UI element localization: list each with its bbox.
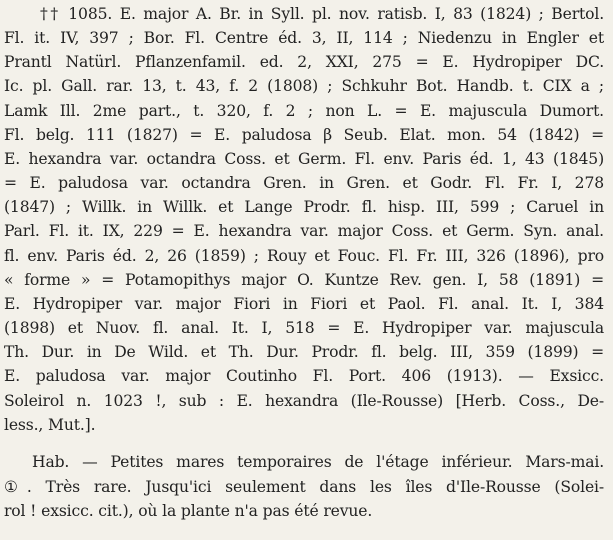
entry-line: (1898) et Nuov. fl. anal. It. I, 518 = E. Hydropiper var. majuscula bbox=[4, 319, 604, 338]
entry-line: Fl. it. IV, 397 ; Bor. Fl. Centre éd. 3, II, 114 ; Niedenzu in Engler et bbox=[4, 29, 604, 48]
entry-line-text: †† 1085. E. major A. Br. in Syll. pl. nov. ratisb. I, 83 (1824) ; Bertol. bbox=[40, 5, 604, 23]
entry-line: E. paludosa var. major Coutinho Fl. Port. 406 (1913). — Exsicc. bbox=[4, 367, 604, 386]
habitat-paragraph bbox=[4, 450, 604, 524]
entry-line: « forme » = Potamopithys major O. Kuntze Rev. gen. I, 58 (1891) = bbox=[4, 270, 604, 289]
entry-line-last: less., Mut.]. bbox=[4, 415, 96, 434]
entry-line: Soleirol n. 1023 !, sub : E. hexandra (Ile-Rousse) [Herb. Coss., De- bbox=[4, 391, 604, 410]
entry-line: Lamk Ill. 2me part., t. 320, f. 2 ; non L. = E. majuscula Dumort. bbox=[4, 101, 604, 120]
entry-line: Th. Dur. in De Wild. et Th. Dur. Prodr. fl. belg. III, 359 (1899) = bbox=[4, 343, 604, 362]
entry-line: = E. paludosa var. octandra Gren. in Gren. et Godr. Fl. Fr. I, 278 bbox=[4, 174, 604, 193]
entry-line: Parl. Fl. it. IX, 229 = E. hexandra var. major Coss. et Germ. Syn. anal. bbox=[4, 222, 604, 241]
entry-line bbox=[4, 2, 604, 26]
habitat-line: Hab. — Petites mares temporaires de l'étage inférieur. Mars-mai. bbox=[32, 453, 604, 471]
entry-line: E. hexandra var. octandra Coss. et Germ. Fl. env. Paris éd. 1, 43 (1845) bbox=[4, 149, 604, 168]
entry-line: Fl. belg. 111 (1827) = E. paludosa β Seub. Elat. mon. 54 (1842) = bbox=[4, 125, 604, 144]
habitat-line-last: rol ! exsicc. cit.), où la plante n'a pas été revue. bbox=[4, 502, 373, 520]
species-entry bbox=[4, 2, 604, 437]
entry-line: Prantl Natürl. Pflanzenfamil. ed. 2, XXI, 275 = E. Hydropiper DC. bbox=[4, 53, 604, 72]
entry-line: Ic. pl. Gall. rar. 13, t. 43, f. 2 (1808) ; Schkuhr Bot. Handb. t. CIX a ; bbox=[4, 77, 604, 96]
entry-line: E. Hydropiper var. major Fiori in Fiori et Paol. Fl. anal. It. I, 384 bbox=[4, 294, 604, 313]
habitat-line: ①. Très rare. Jusqu'ici seulement dans les îles d'Ile-Rousse (Solei- bbox=[4, 477, 604, 496]
entry-line: fl. env. Paris éd. 2, 26 (1859) ; Rouy et Fouc. Fl. Fr. III, 326 (1896), pro bbox=[4, 246, 604, 265]
entry-line: (1847) ; Willk. in Willk. et Lange Prodr. fl. hisp. III, 599 ; Caruel in bbox=[4, 198, 604, 217]
